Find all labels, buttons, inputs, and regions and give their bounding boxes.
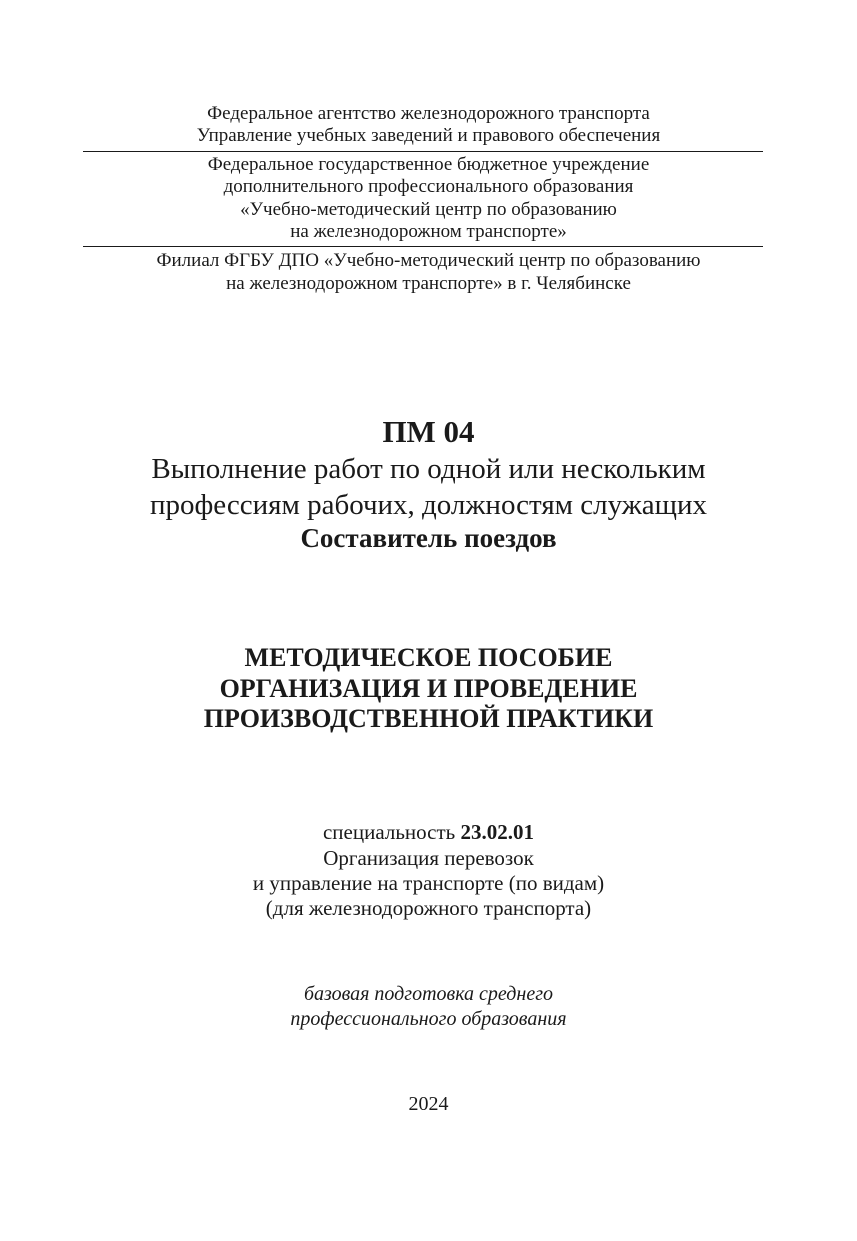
module-profession: Составитель поездов bbox=[300, 523, 557, 553]
document-title-line-1: МЕТОДИЧЕСКОЕ ПОСОБИЕ bbox=[244, 643, 613, 672]
specialty-label: специальность bbox=[322, 820, 461, 844]
document-title-line-3: ПРОИЗВОДСТВЕННОЙ ПРАКТИКИ bbox=[203, 704, 654, 733]
training-line-1: базовая подготовка среднего bbox=[303, 983, 554, 1005]
module-code: ПМ 04 bbox=[382, 414, 475, 449]
specialty-name-line-2: и управление на транспорте (по видам) bbox=[252, 871, 605, 895]
agency-line-2: Управление учебных заведений и правового обеспечения bbox=[196, 125, 661, 146]
institution-line-3: «Учебно-методический центр по образованию bbox=[240, 199, 617, 220]
specialty-code: 23.02.01 bbox=[460, 820, 534, 844]
specialty-line bbox=[0, 820, 857, 845]
module-title-line-1: Выполнение работ по одной или нескольким bbox=[151, 453, 706, 485]
institution-line-4: на железнодорожном транспорте» bbox=[290, 221, 567, 242]
module-title-line-2: профессиям рабочих, должностям служащих bbox=[149, 489, 708, 521]
training-line-2: профессионального образования bbox=[290, 1008, 567, 1030]
agency-line-1: Федеральное агентство железнодорожного транспорта bbox=[207, 103, 650, 124]
branch-line-2: на железнодорожном транспорте» в г. Челябинске bbox=[226, 273, 631, 294]
header-divider-2 bbox=[83, 246, 763, 247]
branch-line-1: Филиал ФГБУ ДПО «Учебно-методический центр по образованию bbox=[156, 250, 701, 271]
institution-line-1: Федеральное государственное бюджетное учреждение bbox=[207, 154, 650, 175]
publication-year: 2024 bbox=[408, 1093, 449, 1115]
specialty-name-line-1: Организация перевозок bbox=[323, 846, 534, 870]
institution-line-2: дополнительного профессионального образования bbox=[223, 176, 634, 197]
document-title-line-2: ОРГАНИЗАЦИЯ И ПРОВЕДЕНИЕ bbox=[219, 674, 638, 703]
header-divider-1 bbox=[83, 151, 763, 152]
specialty-name-line-3: (для железнодорожного транспорта) bbox=[265, 896, 592, 920]
